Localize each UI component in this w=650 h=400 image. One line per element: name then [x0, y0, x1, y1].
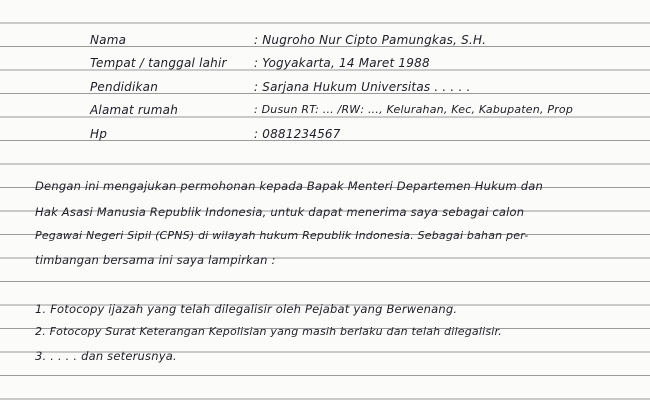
- list-item-2: 2. Fotocopy Surat Keterangan Kepolisian yang masih berlaku dan telah dilegalisir.: [35, 325, 502, 338]
- field-label-pendidikan: Pendidikan: [90, 80, 159, 94]
- field-value-nama: : Nugroho Nur Cipto Pamungkas, S.H.: [254, 33, 487, 47]
- paragraph-line-1: Dengan ini mengajukan permohonan kepada Bapak Menteri Departemen Hukum dan: [35, 179, 543, 193]
- field-value-pendidikan: : Sarjana Hukum Universitas . . . . .: [254, 80, 471, 94]
- list-item-1: 1. Fotocopy ijazah yang telah dilegalisir oleh Pejabat yang Berwenang.: [35, 302, 458, 316]
- list-item-3: 3. . . . . dan seterusnya.: [35, 349, 177, 363]
- field-label-hp: Hp: [90, 127, 108, 141]
- paragraph-line-4: timbangan bersama ini saya lampirkan :: [35, 253, 276, 267]
- field-value-tempat-tanggal-lahir: : Yogyakarta, 14 Maret 1988: [254, 56, 430, 70]
- paragraph-line-2: Hak Asasi Manusia Republik Indonesia, untuk dapat menerima saya sebagai calon: [35, 205, 525, 219]
- field-value-alamat-rumah: : Dusun RT: ... /RW: ..., Kelurahan, Kec, Kabupaten, Prop: [254, 103, 574, 116]
- field-label-tempat-tanggal-lahir: Tempat / tanggal lahir: [90, 56, 227, 70]
- field-label-nama: Nama: [90, 33, 127, 47]
- paragraph-line-3: Pegawai Negeri Sipil (CPNS) di wilayah hukum Republik Indonesia. Sebagai bahan per-: [35, 229, 529, 242]
- field-value-hp: : 0881234567: [254, 127, 341, 141]
- field-label-alamat-rumah: Alamat rumah: [90, 103, 179, 117]
